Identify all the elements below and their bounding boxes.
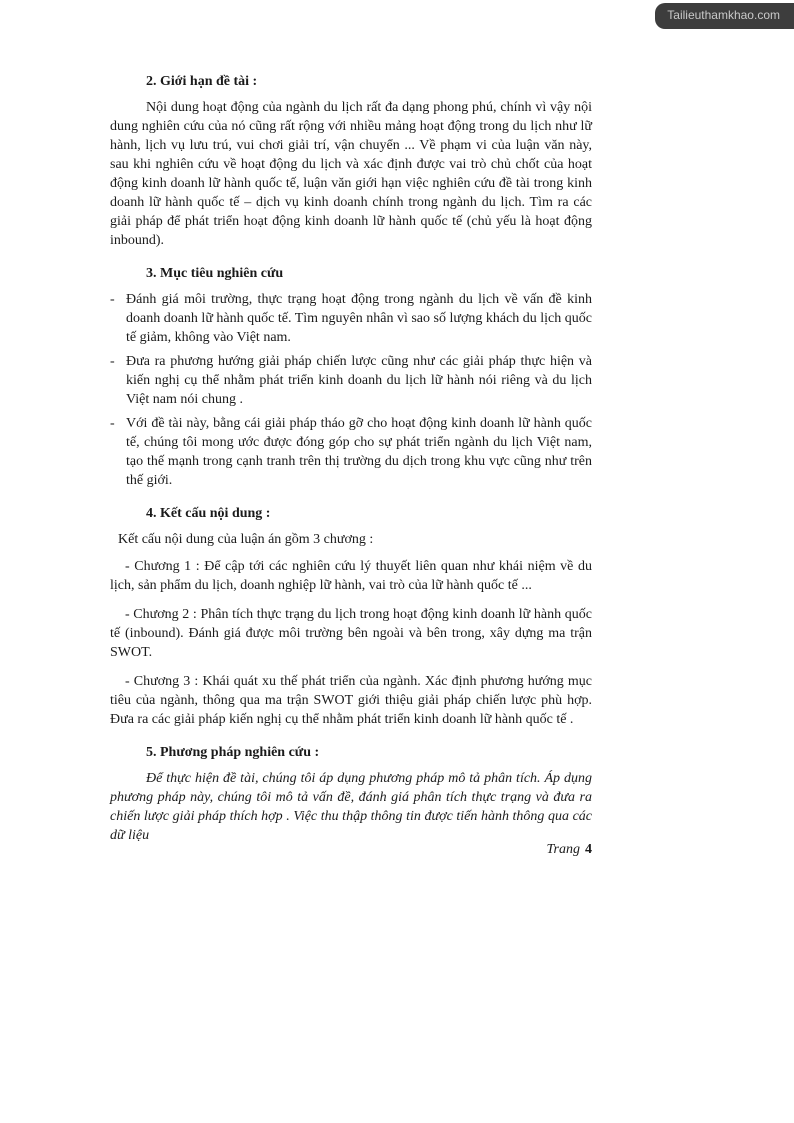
footer-page-number: 4: [585, 842, 592, 857]
bullet-marker: -: [110, 416, 115, 431]
section-heading-3: 3. Mục tiêu nghiên cứu: [146, 266, 284, 281]
watermark-badge: [655, 3, 794, 29]
section-heading-5: 5. Phương pháp nghiên cứu :: [146, 745, 320, 760]
watermark-text: Tailieuthamkhao.com: [667, 8, 780, 22]
footer-label: Trang: [546, 842, 580, 857]
section3-bullet-list: [110, 290, 592, 490]
bullet-marker: -: [110, 354, 115, 369]
bullet-text: Đưa ra phương hướng giải pháp chiến lược cũng như các giải pháp thực hiện và kiến nghị cụ thể nhằm phát triển kinh doanh du lịch lữ hành nói riêng và du lịch Việt nam nói chung .: [126, 354, 592, 407]
bullet-marker: -: [110, 292, 115, 307]
section4-intro: Kết cấu nội dung của luận án gồm 3 chương :: [118, 532, 374, 547]
chapter-paragraph-2: - Chương 2 : Phân tích thực trạng du lịch trong hoạt động kinh doanh lữ hành quốc tế (inbound). Đánh giá được môi trường bên ngoài và bên trong, xây dựng ma trận SWOT.: [110, 607, 592, 660]
chapter-paragraph-3: - Chương 3 : Khái quát xu thế phát triển của ngành. Xác định phương hướng mục tiêu của ngành, thông qua ma trận SWOT giới thiệu giải pháp chiến lược phù hợp. Đưa ra các giải pháp kiến nghị cụ thể nhằm phát triển kinh doanh lữ hành quốc tế .: [110, 674, 592, 727]
bullet-item: [110, 290, 592, 347]
bullet-text: Đánh giá môi trường, thực trạng hoạt động trong ngành du lịch về vấn đề kinh doanh doanh lữ hành quốc tế. Tìm nguyên nhân vì sao số lượng khách du lịch quốc tế giảm, không vào Việt nam.: [126, 292, 592, 345]
chapter-paragraph-1: - Chương 1 : Để cập tới các nghiên cứu lý thuyết liên quan như khái niệm về du lịch, sản phẩm du lịch, doanh nghiệp lữ hành, vai trò của lữ hành quốc tế ...: [110, 559, 592, 593]
bullet-text: Với đề tài này, bằng cái giải pháp tháo gỡ cho hoạt động kinh doanh lữ hành quốc tế, chúng tôi mong ước được đóng góp cho sự phát triển ngành du lịch Việt nam, tạo thế mạnh trong cạnh tranh trên thị trường du dịch trong khu vực cũng như trên thế giới.: [126, 416, 592, 488]
bullet-item: [110, 352, 592, 409]
section5-paragraph: Để thực hiện đề tài, chúng tôi áp dụng phương pháp mô tả phân tích. Áp dụng phương pháp này, chúng tôi mô tả vấn đề, đánh giá phân tích thực trạng và đưa ra chiến lược giải pháp thích hợp . Việc thu thập thông tin được tiến hành thông qua các dữ liệu: [110, 771, 592, 843]
bullet-item: [110, 414, 592, 490]
page-footer: [547, 840, 592, 859]
document-content: [110, 72, 592, 845]
section2-paragraph: Nội dung hoạt động của ngành du lịch rất đa dạng phong phú, chính vì vậy nội dung nghiên cứu của nó cũng rất rộng với nhiều mảng hoạt động trong du lịch như lữ hành, lịch vụ lưu trú, vui chơi giải trí, vận chuyển ... Về phạm vi của luận văn này, sau khi nghiên cứu về hoạt động du lịch và xác định được vai trò chủ chốt của hoạt động kinh doanh lữ hành quốc tế, luận văn giới hạn việc nghiên cứu đề tài trong kinh doanh lữ hành quốc tế – dịch vụ kinh doanh chính trong ngành du lịch. Tìm ra các giải pháp để phát triển hoạt động kinh doanh lữ hành quốc tế (chủ yếu là hoạt động inbound).: [110, 100, 592, 248]
section-heading-4: 4. Kết cấu nội dung :: [146, 506, 271, 521]
section-heading-2: 2. Giới hạn đề tài :: [146, 74, 258, 89]
